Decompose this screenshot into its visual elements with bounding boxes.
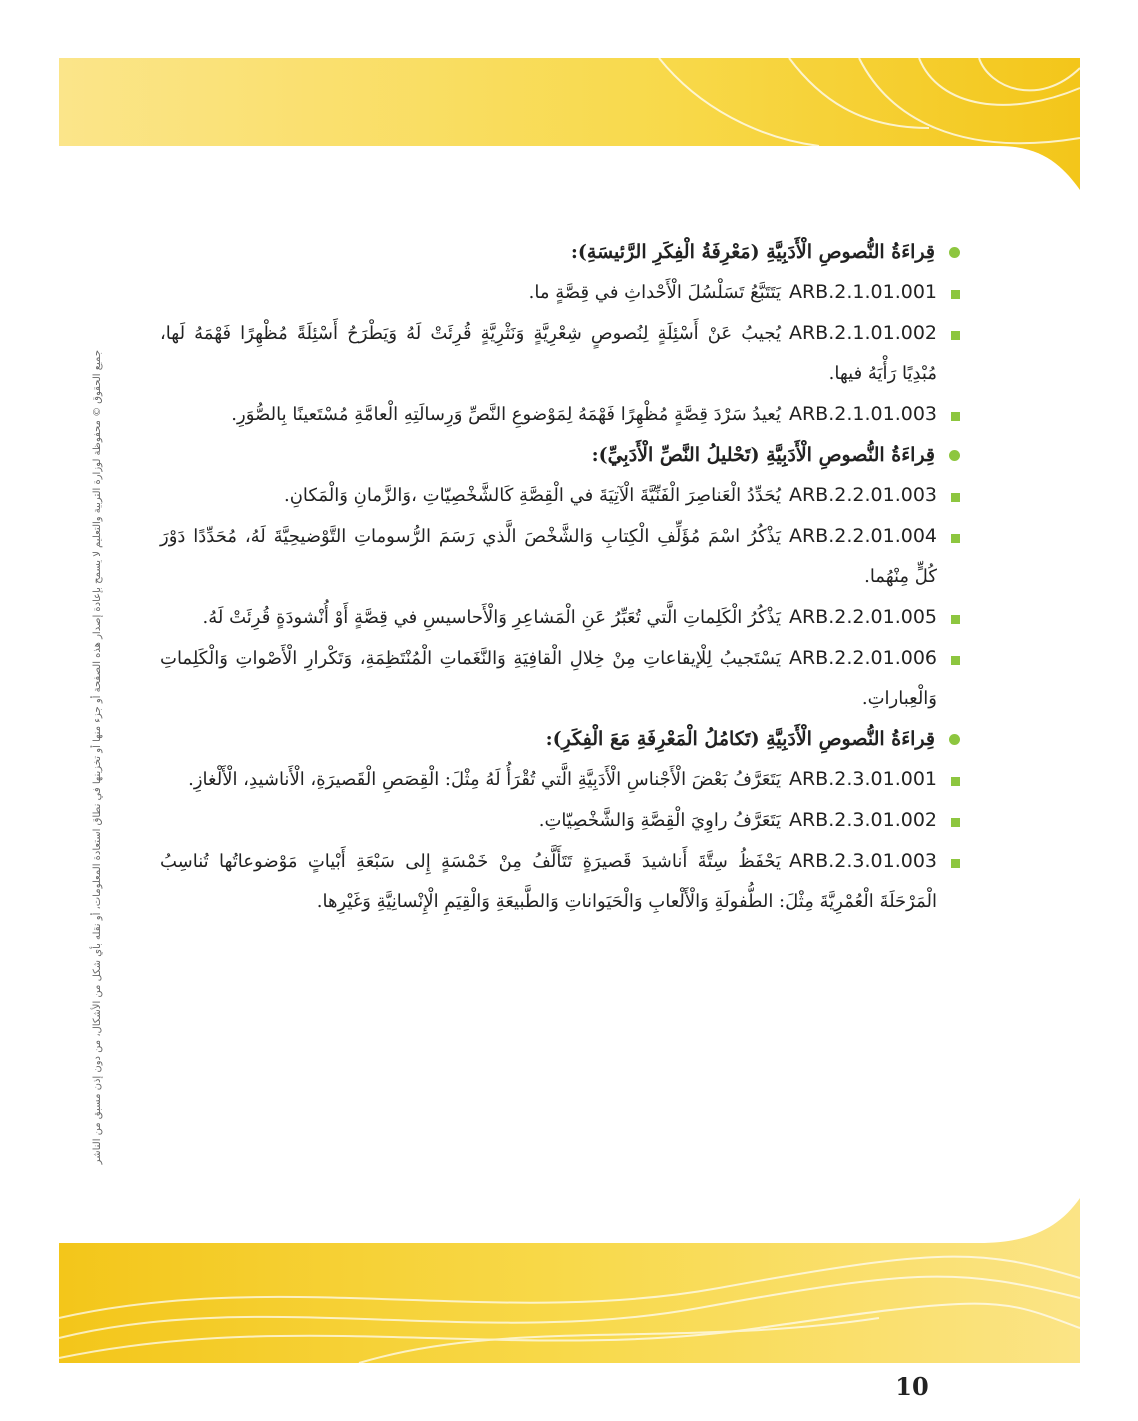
green-square-bullet-icon <box>951 818 960 827</box>
outcome-item <box>160 313 960 394</box>
outcome-text: يُحَدِّدُ الْعَناصِرَ الْفَنِّيَّةَ الْآتِيَةَ في الْقِصَّةِ كَالشَّخْصِيّاتِ ،وَالزَّمانِ وَالْمَكانِ. <box>283 485 781 506</box>
green-square-bullet-icon <box>951 412 960 421</box>
page-number: 10 <box>895 1372 929 1401</box>
green-dot-bullet-icon <box>949 450 960 461</box>
green-square-bullet-icon <box>951 615 960 624</box>
outcome-item <box>160 841 960 922</box>
outcome-text: يَتَتَبَّعُ تَسَلْسُلَ الْأَحْداثِ في قِصَّةٍ ما. <box>528 282 781 303</box>
top-decorative-band <box>59 58 1080 208</box>
outcome-text: يُجيبُ عَنْ أَسْئِلَةٍ لِنُصوصٍ شِعْرِيَّةٍ وَنَثْرِيَّةٍ قُرِئَتْ لَهُ وَيَطْرَحُ أَسْئِلَةً مُظْهِرًا فَهْمَهُ لَها، مُبْدِيًا رَأْيَهُ فيها. <box>160 323 937 384</box>
outcome-code: ARB.2.3.01.002 <box>788 809 937 831</box>
outcome-item <box>160 394 960 435</box>
outcome-text: يَتَعَرَّفُ راوِيَ الْقِصَّةِ وَالشَّخْصِيّاتِ. <box>538 810 781 831</box>
green-square-bullet-icon <box>951 656 960 665</box>
outcome-text: يُعيدُ سَرْدَ قِصَّةٍ مُظْهِرًا فَهْمَهُ لِمَوْضوعِ النَّصِّ وَرِسالَتِهِ الْعامَّةِ مُسْتَعينًا بِالصُّوَرِ. <box>231 404 781 425</box>
green-square-bullet-icon <box>951 859 960 868</box>
outcome-code: ARB.2.2.01.005 <box>788 606 937 628</box>
outcome-item <box>160 638 960 719</box>
green-square-bullet-icon <box>951 493 960 502</box>
section-knowledge-integration <box>160 719 960 922</box>
outcome-item <box>160 597 960 638</box>
learning-outcomes-list <box>160 232 960 922</box>
outcome-text: يَذْكُرُ الْكَلِماتِ الَّتي تُعَبِّرُ عَنِ الْمَشاعِرِ وَالْأَحاسيسِ في قِصَّةٍ أَوْ أُنْشودَةٍ قُرِئَتْ لَهُ. <box>202 607 781 628</box>
section-text-analysis <box>160 435 960 719</box>
outcome-item <box>160 759 960 800</box>
green-dot-bullet-icon <box>949 734 960 745</box>
outcome-code: ARB.2.2.01.003 <box>788 484 937 506</box>
outcome-code: ARB.2.1.01.002 <box>788 322 937 344</box>
green-dot-bullet-icon <box>949 247 960 258</box>
outcome-code: ARB.2.2.01.004 <box>788 525 937 547</box>
outcome-text: يَذْكُرُ اسْمَ مُؤَلِّفِ الْكِتابِ وَالشَّخْصَ الَّذي رَسَمَ الرُّسوماتِ التَّوْضيحِيَّةَ لَهُ، مُحَدِّدًا دَوْرَ كُلٍّ مِنْهُما. <box>160 526 937 587</box>
outcome-code: ARB.2.2.01.006 <box>788 647 937 669</box>
section-heading: قِراءَةُ النُّصوصِ الْأَدَبِيَّةِ (تَحْليلُ النَّصِّ الْأَدَبِيِّ): <box>591 444 935 466</box>
outcome-text: يَسْتَجيبُ لِلْإيقاعاتِ مِنْ خِلالِ الْقافِيَةِ وَالنَّغَماتِ الْمُنْتَظِمَةِ، وَتَكْرارِ الْأَصْواتِ وَالْكَلِماتِ وَالْعِباراتِ. <box>160 648 937 709</box>
outcome-item <box>160 516 960 597</box>
outcome-item <box>160 272 960 313</box>
green-square-bullet-icon <box>951 331 960 340</box>
section-heading: قِراءَةُ النُّصوصِ الْأَدَبِيَّةِ (مَعْرِفَةُ الْفِكَرِ الرَّئيسَةِ): <box>570 241 935 263</box>
outcome-item <box>160 475 960 516</box>
outcome-text: يَتَعَرَّفُ بَعْضَ الْأَجْناسِ الْأَدَبِيَّةِ الَّتي تُقْرَأُ لَهُ مِثْلَ: الْقِصَصِ الْقَصيرَةِ، الْأَناشيدِ، الْأَلْغازِ. <box>188 769 781 790</box>
copyright-sidebar-note: جميع الحقوق © محفوظة لوزارة التربية والتعليم لا يسمح بإعادة إصدار هذه الصفحة أو جزء منها أو تخزينها في نطاق استعادة المعلومات، أو نقله بأي شكل من الأشكال، من دون إذن مسبق من الناشر <box>92 350 103 1165</box>
outcome-code: ARB.2.1.01.003 <box>788 403 937 425</box>
outcome-code: ARB.2.3.01.003 <box>788 850 937 872</box>
outcome-item <box>160 800 960 841</box>
outcome-code: ARB.2.1.01.001 <box>788 281 937 303</box>
section-heading: قِراءَةُ النُّصوصِ الْأَدَبِيَّةِ (تَكامُلُ الْمَعْرِفَةِ مَعَ الْفِكَرِ): <box>545 728 935 750</box>
outcome-code: ARB.2.3.01.001 <box>788 768 937 790</box>
section-main-ideas <box>160 232 960 435</box>
outcome-text: يَحْفَظُ سِتَّةَ أَناشيدَ قَصيرَةٍ تَتَأَلَّفُ مِنْ خَمْسَةٍ إِلى سَبْعَةِ أَبْياتٍ مَوْضوعاتُها تُناسِبُ الْمَرْحَلَةَ الْعُمْرِيَّةَ مِثْلَ: الطُّفولَةِ وَالْأَلْعابِ وَالْحَيَواناتِ وَالطَّبيعَةِ وَالْقِيَمِ الْإِنْسانِيَّةِ وَغَيْرِها. <box>160 851 937 912</box>
bottom-decorative-band <box>59 1198 1080 1363</box>
green-square-bullet-icon <box>951 534 960 543</box>
green-square-bullet-icon <box>951 290 960 299</box>
green-square-bullet-icon <box>951 777 960 786</box>
